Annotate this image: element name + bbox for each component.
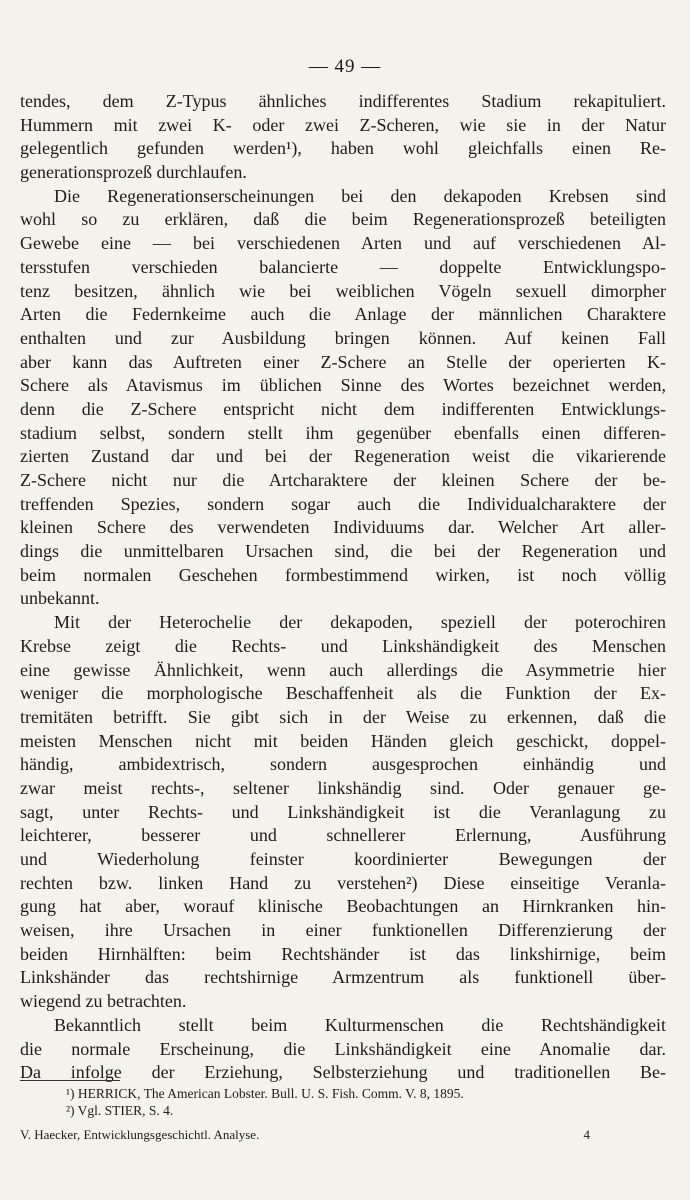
text-line: zwar meist rechts-, seltener linkshändig sind. Oder genauer ge- xyxy=(20,777,666,798)
text-line: denn die Z-Schere entspricht nicht dem indifferenten Entwicklungs- xyxy=(20,398,666,419)
text-line: leichterer, besserer und schnellerer Erlernung, Ausführung xyxy=(20,825,666,846)
text-line: händig, ambidextrisch, sondern ausgesprochen einhändig und xyxy=(20,754,666,775)
footnote-1: ¹) HERRICK, The American Lobster. Bull. U. S. Fish. Comm. V. 8, 1895. xyxy=(66,1086,464,1101)
signature-text: V. Haecker, Entwicklungsgeschichtl. Analyse. xyxy=(20,1127,260,1142)
text-line: Die Regenerationserscheinungen bei den dekapoden Krebsen sind xyxy=(54,185,666,206)
signature-line xyxy=(20,1127,590,1143)
text-line: Arten die Federnkeime auch die Anlage der männlichen Charaktere xyxy=(20,304,666,325)
text-line: meisten Menschen nicht mit beiden Händen gleich geschickt, doppel- xyxy=(20,730,666,751)
text-line: weisen, ihre Ursachen in einer funktionellen Differenzierung der xyxy=(20,920,666,941)
text-line: sagt, unter Rechts- und Linkshändigkeit ist die Veranlagung zu xyxy=(20,801,666,822)
text-line: wiegend zu betrachten. xyxy=(20,991,187,1012)
text-line: tremitäten betrifft. Sie gibt sich in der Weise zu erkennen, daß die xyxy=(20,706,666,727)
text-line: Hummern mit zwei K- oder zwei Z-Scheren, wie sie in der Natur xyxy=(20,114,666,135)
text-line: wohl so zu erklären, daß die beim Regenerationsprozeß beteiligten xyxy=(20,209,666,230)
text-line: stadium selbst, sondern stellt ihm gegenüber ebenfalls einen differen- xyxy=(20,422,666,443)
text-line: und Wiederholung feinster koordinierter Bewegungen der xyxy=(20,849,666,869)
text-line: Mit der Heterochelie der dekapoden, speziell der poterochiren xyxy=(54,612,666,633)
text-line: weniger die morphologische Beschaffenheit als die Funktion der Ex- xyxy=(20,683,666,704)
text-line: unbekannt. xyxy=(20,588,100,609)
text-line: Z-Schere nicht nur die Artcharaktere der kleinen Schere der be- xyxy=(20,470,666,490)
body-text xyxy=(20,90,666,1085)
footnote-2: ²) Vgl. STIER, S. 4. xyxy=(66,1103,174,1118)
text-line: Gewebe eine — bei verschiedenen Arten und auf verschiedenen Al- xyxy=(20,233,666,254)
text-line: Bekanntlich stellt beim Kulturmenschen die Rechtshändigkeit xyxy=(54,1014,666,1035)
text-line: tenz besitzen, ähnlich wie bei weiblichen Vögeln sexuell dimorpher xyxy=(20,280,666,301)
text-line: eine gewisse Ähnlichkeit, wenn auch allerdings die Asymmetrie hier xyxy=(20,659,666,680)
text-line: kleinen Schere des verwendeten Individuums dar. Welcher Art aller- xyxy=(20,517,666,538)
text-line: generationsprozeß durchlaufen. xyxy=(20,162,247,183)
text-line: beim normalen Geschehen formbestimmend wirken, ist noch völlig xyxy=(20,564,666,585)
sheet-number: 4 xyxy=(583,1127,590,1142)
text-line: Da infolge der Erziehung, Selbsterziehung und traditionellen Be- xyxy=(20,1062,666,1083)
text-line: enthalten und zur Ausbildung bringen können. Auf keinen Fall xyxy=(20,327,666,348)
text-line: Krebse zeigt die Rechts- und Linkshändigkeit des Menschen xyxy=(20,635,666,656)
text-line: tendes, dem Z-Typus ähnliches indifferentes Stadium rekapituliert. xyxy=(20,91,666,111)
text-line: tersstufen verschieden balancierte — doppelte Entwicklungspo- xyxy=(20,256,666,277)
page-number: — 49 — xyxy=(308,56,382,77)
text-line: die normale Erscheinung, die Linkshändigkeit eine Anomalie dar. xyxy=(20,1038,666,1059)
text-line: zierten Zustand dar und bei der Regeneration weist die vikarierende xyxy=(20,446,666,467)
footnote-rule xyxy=(20,1080,120,1081)
text-line: rechten bzw. linken Hand zu verstehen²) Diese einseitige Veranla- xyxy=(20,872,666,893)
text-line: beiden Hirnhälften: beim Rechtshänder ist das linkshirnige, beim xyxy=(20,943,666,964)
text-line: Schere als Atavismus im üblichen Sinne des Wortes bezeichnet werden, xyxy=(20,375,666,396)
text-line: aber kann das Auftreten einer Z-Schere an Stelle der operierten K- xyxy=(20,351,666,372)
text-line: treffenden Spezies, sondern sogar auch die Individualcharaktere der xyxy=(20,493,666,514)
text-line: gung hat aber, worauf klinische Beobachtungen an Hirnkranken hin- xyxy=(20,896,666,917)
text-line: Linkshänder das rechtshirnige Armzentrum als funktionell über- xyxy=(20,967,666,988)
text-line: dings die unmittelbaren Ursachen sind, die bei der Regeneration und xyxy=(20,541,666,562)
text-line: gelegentlich gefunden werden¹), haben wohl gleichfalls einen Re- xyxy=(20,138,666,159)
